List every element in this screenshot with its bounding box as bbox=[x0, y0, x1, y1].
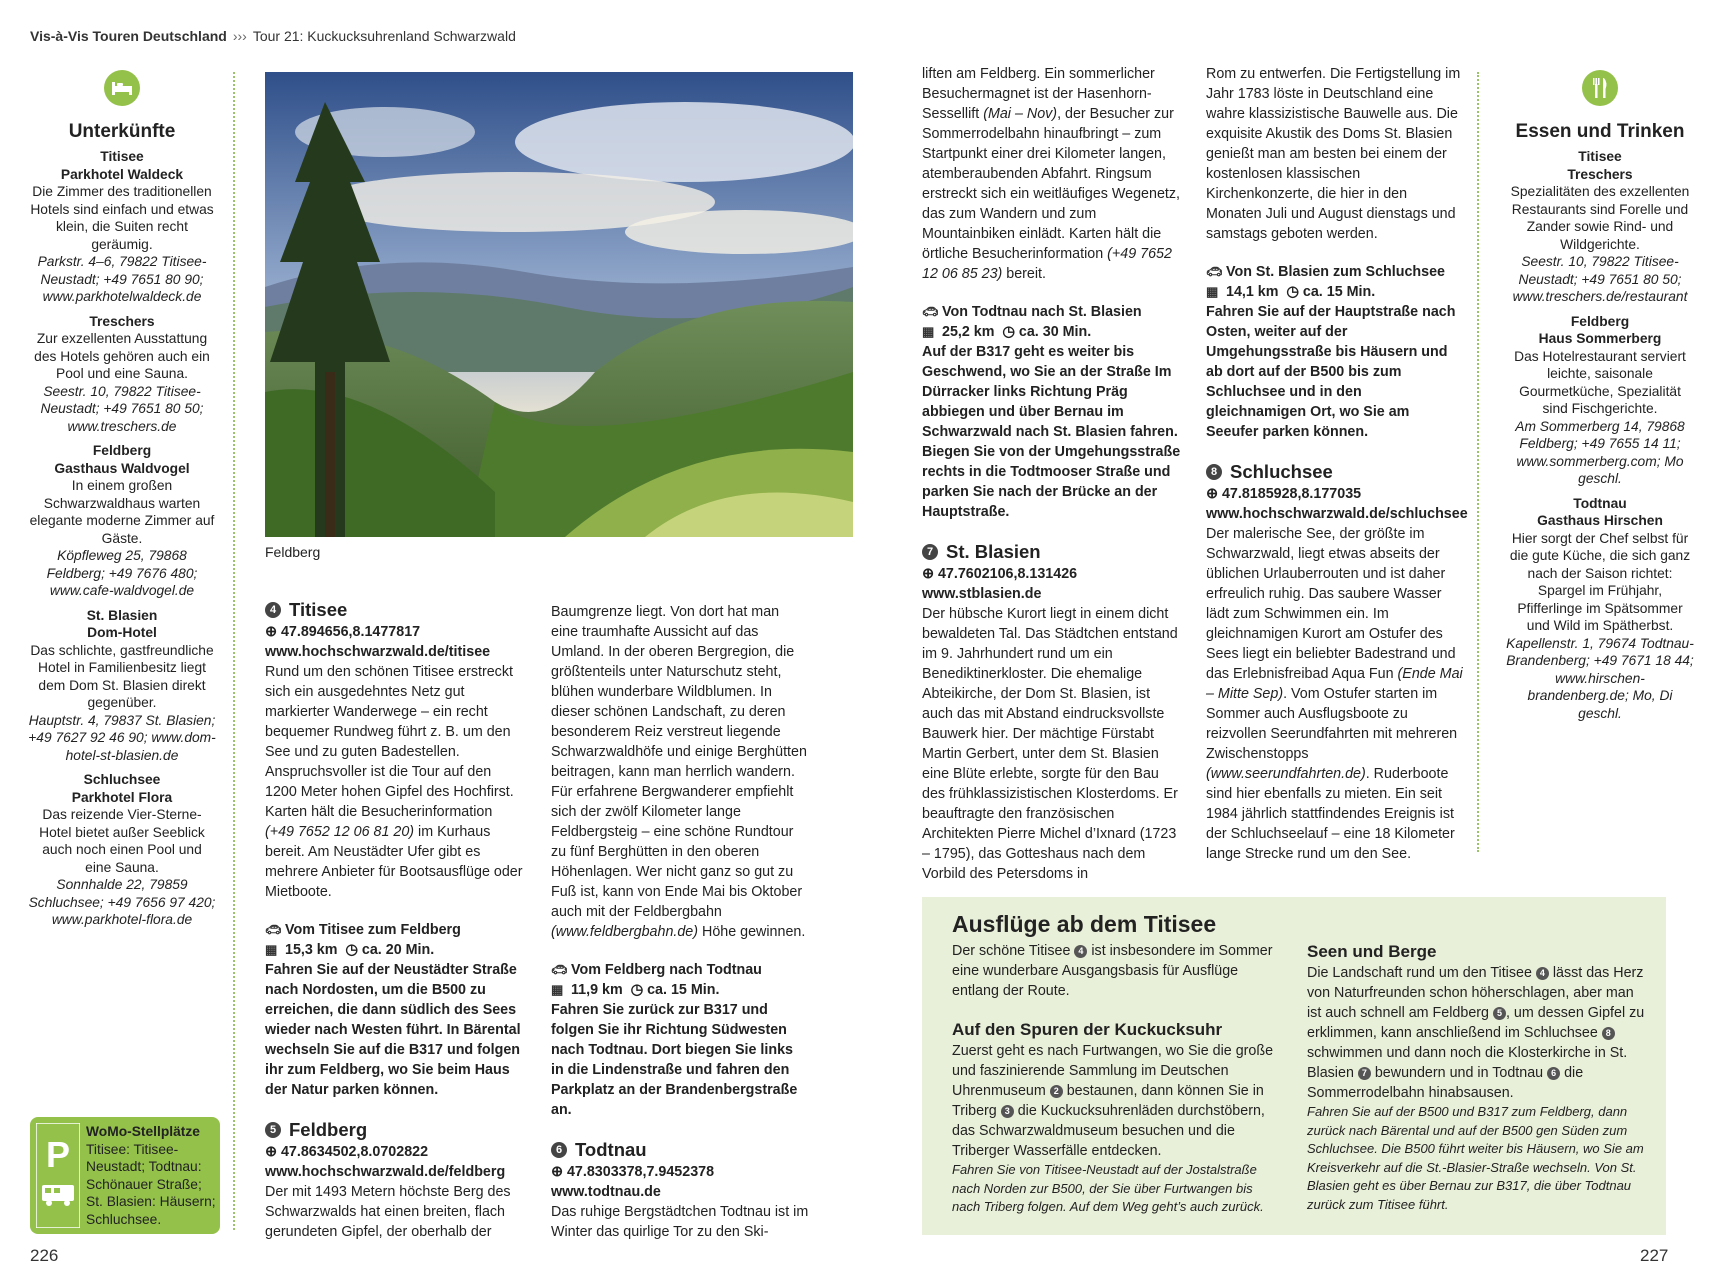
website-link[interactable]: www.hochschwarzwald.de/schluchsee bbox=[1206, 506, 1468, 522]
excursion-directions: Fahren Sie auf der B500 und B317 zum Feldberg, dann zurück nach Bärental und auf der B500 gen Süden zum Schluchsee. Die B500 führt weiter bis Häusern, wo Sie am Kreisverkehr auf die St.-Blasier-Straße wechseln. Von St. Blasien geht es über Bernau zur B317, die über Todtnau zurück zum Titisee führt. bbox=[1307, 1104, 1644, 1212]
lodging-title: Unterkünfte bbox=[68, 121, 176, 142]
season-note: (Ende Mai – Mitte Sep) bbox=[1206, 666, 1463, 702]
entry-name: Treschers bbox=[89, 313, 155, 329]
website-inline: (www.feldbergbahn.de) bbox=[551, 924, 699, 940]
text-part: die Sommerrodelbahn hinabsausen. bbox=[1307, 1065, 1584, 1101]
car-icon: 🚗︎ bbox=[265, 922, 282, 937]
entry-desc: Spezialitäten des exzellenten Restaurants sind Forelle und Zander sowie Rind- und Wildgerichte. bbox=[1510, 184, 1690, 252]
entry-address: Parkstr. 4–6, 79822 Titisee-Neustadt; +49 7651 80 90; www.parkhotelwaldeck.de bbox=[37, 254, 207, 304]
stop-marker: 4 bbox=[1074, 945, 1087, 958]
entry-name: Gasthaus Hirschen bbox=[1537, 513, 1663, 528]
road-icon: ▦ bbox=[1206, 284, 1219, 299]
stop-number: 4 bbox=[265, 602, 281, 618]
excursion-text bbox=[952, 1041, 1282, 1161]
entry-address: Hauptstr. 4, 79837 St. Blasien; +49 7627 92 46 90; www.dom-hotel-st-blasien.de bbox=[28, 712, 216, 763]
globe-icon: ⊕ bbox=[922, 566, 934, 582]
gps-coordinates bbox=[922, 564, 1184, 584]
stop-marker: 7 bbox=[1358, 1067, 1371, 1080]
excursions-column-left bbox=[952, 941, 1282, 1217]
entry-place: St. Blasien bbox=[86, 607, 158, 623]
entry-address: Kapellenstr. 1, 79674 Todtnau-Brandenberg; +49 7671 18 44; www.hirschen-brandenberg.de; Mo, Di geschl. bbox=[1506, 635, 1694, 721]
globe-icon: ⊕ bbox=[265, 624, 277, 640]
stop-titisee-title bbox=[265, 598, 523, 622]
route-block bbox=[1206, 262, 1464, 442]
globe-icon: ⊕ bbox=[265, 1144, 277, 1160]
excursion-heading: Seen und Berge bbox=[1307, 942, 1437, 961]
entry-address: Sonnhalde 22, 79859 Schluchsee; +49 7656 97 420; www.parkhotel-flora.de bbox=[28, 877, 216, 927]
phone-number: (+49 7652 12 06 81 20) bbox=[265, 824, 415, 840]
lodging-entry bbox=[28, 607, 216, 765]
food-sidebar bbox=[1505, 70, 1695, 722]
text-part: Der schöne Titisee bbox=[952, 943, 1075, 959]
lodging-entry bbox=[28, 771, 216, 929]
running-header bbox=[30, 28, 516, 44]
left-divider bbox=[233, 72, 235, 1230]
website-link[interactable]: www.hochschwarzwald.de/feldberg bbox=[265, 1164, 506, 1180]
stop-text: Rom zu entwerfen. Die Fertigstellung im Jahr 1783 löste in Deutschland eine wahre klassizistische Bauwelle aus. Die exquisite Akustik des Doms St. Blasien genießt man am besten bei einem der kostenlosen klassischen Kirchenkonzerte, die hier in den Monaten Juli und August dienstags und samstags geboten werden. bbox=[1206, 66, 1461, 242]
clock-icon: ◷ bbox=[345, 942, 358, 958]
entry-name: Treschers bbox=[1567, 166, 1633, 182]
womo-box bbox=[30, 1117, 220, 1234]
stop-text: Der mit 1493 Metern höchste Berg des Schwarzwalds hat einen breiten, flach gerundeten Gipfel, der oberhalb der bbox=[265, 1184, 511, 1240]
route-title: Von St. Blasien zum Schluchsee bbox=[1226, 264, 1446, 280]
lodging-entry bbox=[28, 442, 216, 600]
column-4 bbox=[1206, 64, 1468, 864]
entry-address: Am Sommerberg 14, 79868 Feldberg; +49 7655 14 11; www.sommerberg.com; Mo geschl. bbox=[1515, 418, 1685, 486]
column-2 bbox=[551, 602, 809, 1242]
entry-desc: Das reizende Vier-Sterne-Hotel bietet außer Seeblick auch noch einen Pool und eine Sauna. bbox=[39, 807, 205, 875]
text-part: Die Landschaft rund um den Titisee bbox=[1307, 965, 1536, 981]
stop-stblasien-title bbox=[922, 540, 1184, 564]
entry-place: Schluchsee bbox=[83, 772, 161, 787]
stop-title-text: St. Blasien bbox=[946, 541, 1041, 562]
excursions-column-right bbox=[1307, 941, 1647, 1214]
text-part: lässt das Herz von Naturfreunden schon höherschlagen, aber man ist auch schnell am Feldberg bbox=[1307, 965, 1644, 1021]
text-part: Der malerische See, der größte im Schwarzwald, liegt etwas abseits der üblichen Urlauberrouten und ist daher erfreulich ruhig. Das saubere Wasser lädt zum Schwimmen ein. Im gleichnamigen Kurort am Ostufer des Sees liegt ein beliebter Badestrand und das Erlebnisfreibad Aqua Fun bbox=[1206, 526, 1456, 682]
stop-marker: 5 bbox=[1493, 1007, 1506, 1020]
stop-number: 8 bbox=[1206, 464, 1222, 480]
stop-todtnau-title bbox=[551, 1138, 809, 1162]
route-title: Vom Feldberg nach Todtnau bbox=[571, 962, 762, 978]
route-time: ca. 15 Min. bbox=[647, 982, 720, 998]
stop-text: Das ruhige Bergstädtchen Todtnau ist im Winter das quirlige Tor zu den Ski- bbox=[551, 1204, 809, 1240]
excursions-intro bbox=[952, 941, 1282, 1001]
text-part: die Kuckucksuhrenläden durchstöbern, das Schwarzwaldmuseum besuchen und die Triberger Wasserfälle entdecken. bbox=[952, 1103, 1265, 1159]
header-separator: ››› bbox=[232, 28, 247, 44]
lodging-entry bbox=[28, 313, 216, 436]
gps-value: 47.8634502,8.0702822 bbox=[280, 1144, 429, 1160]
globe-icon: ⊕ bbox=[551, 1164, 563, 1180]
website-inline: (www.seerundfahrten.de) bbox=[1206, 766, 1366, 782]
globe-icon: ⊕ bbox=[1206, 486, 1218, 502]
stop-marker: 8 bbox=[1602, 1027, 1615, 1040]
womo-text bbox=[86, 1123, 216, 1228]
text-part: . Vom Ostufer starten im Sommer auch Ausflugsboote zu reizvollen Seerundfahrten mit mehreren Zwischenstopps bbox=[1206, 686, 1458, 762]
gps-coordinates bbox=[551, 1162, 809, 1182]
lodging-sidebar bbox=[28, 70, 216, 929]
entry-desc: In einem großen Schwarzwaldhaus warten elegante moderne Zimmer auf Gäste. bbox=[29, 478, 215, 546]
entry-place: Todtnau bbox=[1573, 495, 1627, 511]
entry-name: Dom-Hotel bbox=[87, 625, 157, 640]
gps-coordinates bbox=[265, 622, 523, 642]
series-title: Vis-à-Vis Touren Deutschland bbox=[30, 28, 227, 44]
stop-title-text: Todtnau bbox=[575, 1139, 647, 1160]
stop-title-text: Schluchsee bbox=[1230, 461, 1333, 482]
entry-place: Titisee bbox=[100, 149, 144, 164]
text-part: Zuerst geht es nach Furtwangen, wo Sie die große und faszinierende Sammlung im Deutschen Uhrenmuseum bbox=[952, 1043, 1274, 1099]
excursions-title: Ausflüge ab dem Titisee bbox=[952, 911, 1217, 937]
entry-name: Parkhotel Flora bbox=[71, 789, 173, 805]
excursion-heading: Auf den Spuren der Kuckucksuhr bbox=[952, 1020, 1223, 1039]
womo-title: WoMo-Stellplätze bbox=[86, 1124, 200, 1139]
parking-camper-icon bbox=[36, 1123, 80, 1228]
text-part: , der Besucher zur Sommerrodelbahn hinaufbringt – zum Startpunkt einer drei Kilometer langen, atemberaubenden Abfahrt. Ringsum erstreckt sich ein weitläufiges Wegenetz, das zum Wandern und zum Mountainbiken einlädt. Karten hält die örtliche Besucherinformation bbox=[922, 106, 1180, 262]
route-distance: 14,1 km bbox=[1226, 284, 1279, 300]
road-icon: ▦ bbox=[551, 982, 564, 997]
route-distance: 11,9 km bbox=[571, 982, 623, 998]
clock-icon: ◷ bbox=[1002, 324, 1015, 340]
photo-caption: Feldberg bbox=[265, 544, 321, 560]
column-1 bbox=[265, 598, 523, 1242]
text-part: schwimmen und dann noch die Klosterkirche in St. Blasien bbox=[1307, 1045, 1628, 1081]
route-distance: 15,3 km bbox=[285, 942, 338, 958]
text-part: bestaunen, dann können Sie in Triberg bbox=[952, 1083, 1264, 1119]
gps-value: 47.8303378,7.9452378 bbox=[566, 1164, 715, 1180]
excursions-box bbox=[922, 897, 1666, 1235]
entry-desc: Zur exzellenten Ausstattung des Hotels gehören auch ein Pool und eine Sauna. bbox=[34, 331, 210, 381]
route-block bbox=[265, 920, 523, 1100]
gps-coordinates bbox=[1206, 484, 1464, 504]
stop-marker: 3 bbox=[1001, 1105, 1014, 1118]
entry-place: Titisee bbox=[1578, 149, 1622, 164]
text-part: bereit. bbox=[1002, 266, 1047, 282]
route-time: ca. 15 Min. bbox=[1302, 284, 1376, 300]
stop-title-text: Titisee bbox=[289, 599, 348, 620]
entry-place: Feldberg bbox=[1570, 313, 1630, 329]
text-part: , um dessen Gipfel zu erklimmen, kann anschließend im Schluchsee bbox=[1307, 1005, 1645, 1041]
entry-desc: Das Hotelrestaurant serviert leichte, saisonale Gourmetküche, Spezialität sind Fischgerichte. bbox=[1514, 348, 1686, 416]
website-link[interactable]: www.stblasien.de bbox=[922, 586, 1042, 602]
page-number-left: 226 bbox=[30, 1246, 59, 1265]
food-entry bbox=[1505, 495, 1695, 723]
phone-number: (+49 7652 12 06 85 23) bbox=[922, 246, 1172, 282]
car-icon: 🚗︎ bbox=[551, 962, 568, 977]
fork-knife-icon bbox=[1582, 70, 1618, 106]
route-time: ca. 30 Min. bbox=[1018, 324, 1092, 340]
text-part: . Ruderboote sind hier ebenfalls zu mieten. Ein seit 1984 jährlich stattfindendes Ereignis ist der Schluchseelauf – eine 18 Kilometer lange Strecke rund um den See. bbox=[1206, 766, 1455, 862]
text-part: ist insbesondere im Sommer eine wunderbare Ausgangsbasis für Ausflüge entlang der Route. bbox=[952, 943, 1273, 999]
womo-list: Titisee: Titisee-Neustadt; Todtnau: Schönauer Straße; St. Blasien: Häusern; Schluchsee. bbox=[86, 1141, 216, 1227]
gps-coordinates bbox=[265, 1142, 523, 1162]
entry-desc: Die Zimmer des traditionellen Hotels sind einfach und etwas klein, die Suiten recht geräumig. bbox=[30, 184, 214, 252]
text-part: bewundern und in Todtnau bbox=[1370, 1065, 1548, 1081]
text-part: Rund um den schönen Titisee erstreckt sich ein ausgedehntes Netz gut markierter Wanderwege – ein recht bequemer Rundweg führt z. B. um den See und zu guten Badestellen. Anspruchsvoller ist die Tour auf den 1200 Meter hohen Gipfel des Hochfirst. Karten hält die Besucherinformation bbox=[265, 664, 514, 820]
stop-marker: 6 bbox=[1547, 1067, 1560, 1080]
route-text: Fahren Sie auf der Hauptstraße nach Osten, weiter auf der Umgehungsstraße bis Häusern und ab dort auf der B500 bis zum Schluchsee und in den gleichnamigen Ort, wo Sie am Seeufer parken können. bbox=[1206, 304, 1456, 440]
entry-address: Köpfleweg 25, 79868 Feldberg; +49 7676 480; www.cafe-waldvogel.de bbox=[46, 548, 198, 598]
route-time: ca. 20 Min. bbox=[361, 942, 435, 958]
food-title: Essen und Trinken bbox=[1515, 121, 1685, 142]
stop-number: 7 bbox=[922, 544, 938, 560]
route-title: Vom Titisee zum Feldberg bbox=[285, 922, 461, 938]
excursion-directions: Fahren Sie von Titisee-Neustadt auf der Jostalstraße nach Norden zur B500, der Sie über Furtwangen bis nach Triberg folgen. Auf dem Weg geht’s auch zurück. bbox=[952, 1162, 1264, 1214]
stop-text bbox=[265, 662, 523, 902]
stop-number: 6 bbox=[551, 1142, 567, 1158]
entry-name: Haus Sommerberg bbox=[1538, 331, 1662, 346]
food-entry bbox=[1505, 313, 1695, 488]
route-distance: 25,2 km bbox=[942, 324, 995, 340]
season-note: (Mai – Nov) bbox=[983, 106, 1058, 122]
entry-name: Gasthaus Waldvogel bbox=[54, 460, 190, 476]
clock-icon: ◷ bbox=[1286, 284, 1299, 300]
entry-address: Seestr. 10, 79822 Titisee-Neustadt; +49 7651 80 50; www.treschers.de/restaurant bbox=[1512, 254, 1688, 304]
text-part: im Kurhaus bereit. Am Neustädter Ufer gibt es mehrere Anbieter für Bootsausflüge oder Mietboote. bbox=[265, 824, 523, 900]
right-divider bbox=[1477, 72, 1479, 852]
entry-name: Parkhotel Waldeck bbox=[60, 166, 184, 182]
tour-title: Tour 21: Kuckucksuhrenland Schwarzwald bbox=[252, 28, 516, 44]
stop-title-text: Feldberg bbox=[289, 1119, 368, 1140]
entry-desc: Das schlichte, gastfreundliche Hotel in Familienbesitz liegt dem Dom St. Blasien direkt gegenüber. bbox=[30, 642, 214, 710]
gps-value: 47.7602106,8.131426 bbox=[937, 566, 1078, 582]
route-text: Fahren Sie zurück zur B317 und folgen Sie ihr Richtung Südwesten nach Todtnau. Dort biegen Sie links in die Lindenstraße und fahren den Parkplatz an der Brandenbergstraße an. bbox=[551, 1002, 798, 1118]
car-icon: 🚗︎ bbox=[922, 304, 939, 319]
route-block bbox=[922, 302, 1184, 522]
excursion-text bbox=[1307, 963, 1647, 1103]
stop-text bbox=[922, 64, 1184, 284]
route-text: Fahren Sie auf der Neustädter Straße nach Nordosten, um die B500 zu erreichen, die dann südlich des Sees wieder nach Westen führt. In Bärental wechseln Sie auf die B317 und folgen ihr zum Feldberg, wo Sie beim Haus der Natur parken können. bbox=[265, 962, 521, 1098]
route-block bbox=[551, 960, 809, 1120]
stop-marker: 2 bbox=[1050, 1085, 1063, 1098]
website-link[interactable]: www.hochschwarzwald.de/titisee bbox=[265, 644, 491, 660]
text-part: Höhe gewinnen. bbox=[698, 924, 806, 940]
stop-text bbox=[1206, 524, 1464, 864]
route-text: Auf der B317 geht es weiter bis Geschwend, wo Sie an der Straße Im Dürracker links Richtung Präg abbiegen und über Bernau im Schwarzwald nach St. Blasien fahren. Biegen Sie von der Umgehungsstraße rechts in die Todtmooser Straße und parken Sie nach der Brücke an der Hauptstraße. bbox=[922, 344, 1181, 520]
page-number-right: 227 bbox=[1640, 1246, 1669, 1265]
text-part: Baumgrenze liegt. Von dort hat man eine traumhafte Aussicht auf das Umland. In der oberen Bergregion, die größtenteils unter Naturschutz steht, blühen wunderbare Wildblumen. In dieser schönen Landschaft, zu deren besonderem Reiz verstreut liegende Schwarzwaldhöfe und einige Berghütten beitragen, kann man herrlich wandern. Für erfahrene Bergwanderer empfiehlt sich der zwölf Kilometer lange Feldbergsteig – eine schöne Rundtour zu fünf Berghütten in den oberen Höhenlagen. Wer nicht ganz so gut zu Fuß ist, kann von Ende Mai bis Oktober auch mit der Feldbergbahn bbox=[551, 604, 807, 920]
gps-value: 47.8185928,8.177035 bbox=[1221, 486, 1362, 502]
entry-address: Seestr. 10, 79822 Titisee-Neustadt; +49 7651 80 50; www.treschers.de bbox=[40, 383, 204, 434]
bed-icon bbox=[104, 70, 140, 106]
text-part: liften am Feldberg. Ein sommerlicher Besuchermagnet ist der Hasenhorn-Sessellift bbox=[922, 66, 1155, 122]
food-entry bbox=[1505, 148, 1695, 306]
route-title: Von Todtnau nach St. Blasien bbox=[942, 304, 1142, 320]
stop-number: 5 bbox=[265, 1122, 281, 1138]
lodging-entry bbox=[28, 148, 216, 306]
entry-desc: Hier sorgt der Chef selbst für die gute Küche, die sich ganz nach der Saison richtet: Spargel im Frühjahr, Pfifferlinge im Spätsommer und Wild im Spätherbst. bbox=[1509, 530, 1691, 633]
road-icon: ▦ bbox=[265, 942, 278, 957]
svg-text:P: P bbox=[45, 1134, 71, 1175]
entry-place: Feldberg bbox=[92, 443, 152, 458]
stop-feldberg-title bbox=[265, 1118, 523, 1142]
road-icon: ▦ bbox=[922, 324, 935, 339]
gps-value: 47.894656,8.1477817 bbox=[280, 624, 421, 640]
column-3 bbox=[922, 64, 1184, 884]
stop-schluchsee-title bbox=[1206, 460, 1464, 484]
website-link[interactable]: www.todtnau.de bbox=[551, 1184, 661, 1200]
clock-icon: ◷ bbox=[630, 982, 644, 998]
stop-text: Der hübsche Kurort liegt in einem dicht bewaldeten Tal. Das Städtchen entstand im 9. Jahrhundert rund um ein Benediktinerkloster. Die ehemalige Abteikirche, der Dom St. Blasien, ist auch das mit Abstand eindrucksvollste Bauwerk hier. Der mächtige Fürstabt Martin Gerbert, unter dem St. Blasien eine Blüte erlebte, sorgte für den Bau des frühklassizistischen Klosterdoms. Er beauftragte den französischen Architekten Pierre Michel d’Ixnard (1723 – 1795), das Gotteshaus nach dem Vorbild des Petersdoms in bbox=[922, 606, 1178, 882]
stop-marker: 4 bbox=[1536, 967, 1549, 980]
feldberg-photo bbox=[265, 72, 853, 537]
car-icon: 🚗︎ bbox=[1206, 264, 1223, 279]
stop-text bbox=[551, 602, 809, 942]
